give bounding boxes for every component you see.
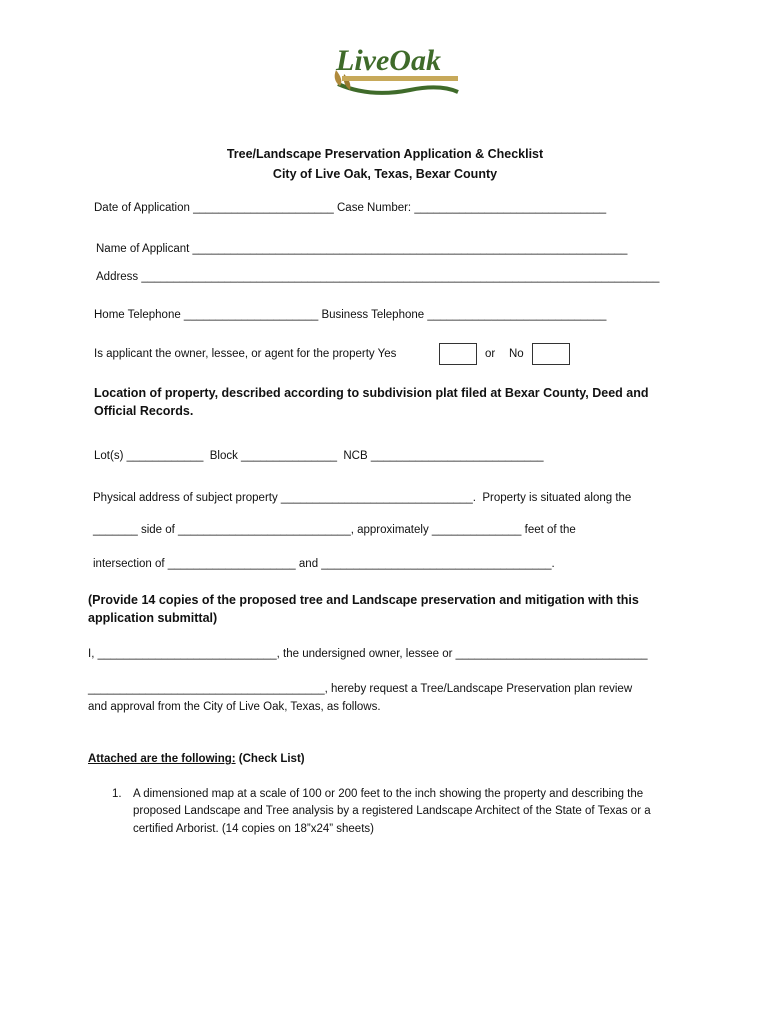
- item-1-line-3: certified Arborist. (14 copies on 18”x24” sheets): [133, 823, 374, 835]
- item-1-number: 1.: [112, 788, 122, 800]
- owner-question: Is applicant the owner, lessee, or agent for the property Yes: [94, 348, 397, 360]
- item-1-line-2: proposed Landscape and Tree analysis by a registered Landscape Architect of the State of Texas or a: [133, 805, 651, 817]
- no-checkbox[interactable]: [532, 343, 570, 365]
- item-1-line-1: A dimensioned map at a scale of 100 or 200 feet to the inch showing the property and describing the: [133, 788, 644, 800]
- date-case-field[interactable]: Date of Application ______________________ Case Number: ______________________________: [94, 202, 607, 214]
- attached-heading: [88, 752, 305, 766]
- live-oak-logo: [330, 40, 465, 104]
- svg-text:LiveOak: LiveOak: [336, 44, 441, 77]
- checklist-label: (Check List): [238, 753, 305, 765]
- applicant-name-field[interactable]: Name of Applicant ____________________________________________________________________: [96, 243, 628, 255]
- physical-address-field[interactable]: Physical address of subject property ______________________________. Property is situated along the: [93, 492, 632, 504]
- location-heading: Location of property, described according to subdivision plat filed at Bexar County, Deed and Official Records.: [94, 386, 649, 418]
- telephone-fields[interactable]: Home Telephone _____________________ Business Telephone ____________________________: [94, 309, 607, 321]
- attached-label: Attached are the following:: [88, 753, 236, 765]
- provide-copies-heading: (Provide 14 copies of the proposed tree and Landscape preservation and mitigation with this application submittal): [88, 593, 639, 625]
- yes-checkbox[interactable]: [439, 343, 477, 365]
- address-field[interactable]: Address _________________________________________________________________________________: [96, 271, 660, 283]
- no-label: No: [509, 348, 524, 360]
- form-subtitle: City of Live Oak, Texas, Bexar County: [272, 167, 498, 181]
- intersection-field[interactable]: intersection of ____________________ and ____________________________________.: [93, 558, 555, 570]
- form-title: Tree/Landscape Preservation Application & Checklist: [226, 147, 544, 161]
- side-field[interactable]: _______ side of ___________________________, approximately ______________ feet of the: [93, 524, 576, 536]
- lot-block-ncb-field[interactable]: Lot(s) ____________ Block _______________ NCB ___________________________: [94, 450, 544, 462]
- or-label: or: [485, 348, 496, 360]
- request-line-1[interactable]: I, ____________________________, the undersigned owner, lessee or ______________________________: [88, 648, 648, 660]
- request-line-3: and approval from the City of Live Oak, Texas, as follows.: [88, 701, 381, 713]
- request-line-2[interactable]: _____________________________________, hereby request a Tree/Landscape Preservation plan review: [88, 683, 633, 695]
